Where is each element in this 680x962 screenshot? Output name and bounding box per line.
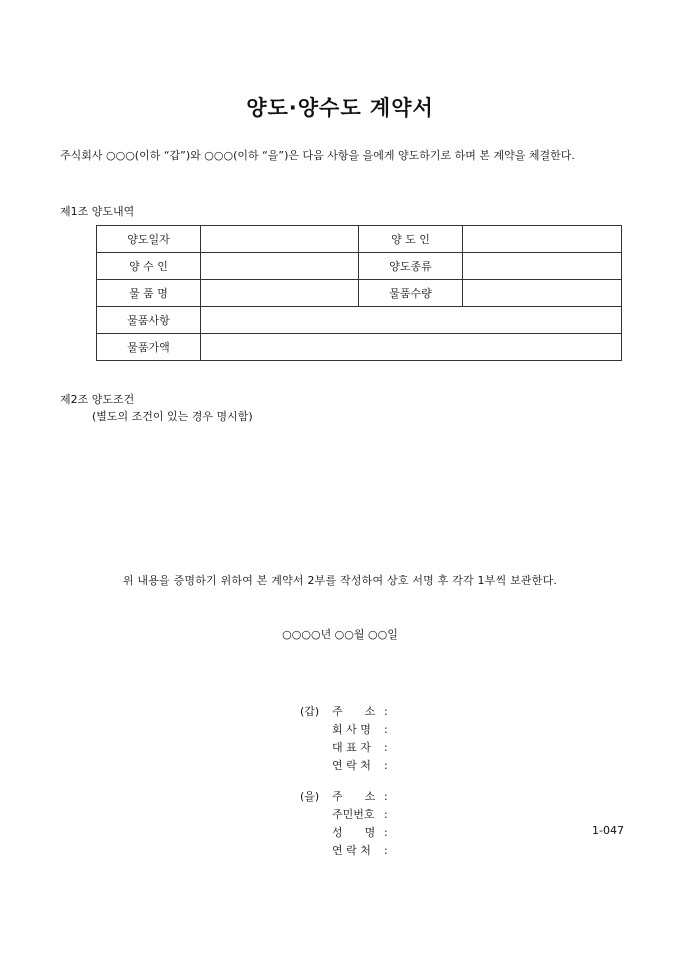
label-transfer-type: 양도종류 <box>359 253 463 280</box>
party-a-contact-label: 연 락 처 <box>332 759 371 772</box>
table-row <box>97 334 622 361</box>
party-a-company-label: 회 사 명 <box>332 723 371 736</box>
value-transfer-date[interactable] <box>201 226 359 253</box>
party-b-contact-label: 연 락 처 <box>332 844 371 857</box>
party-b-id-number-label: 주민번호 <box>332 808 375 821</box>
contract-date: ○○○○년 ○○월 ○○일 <box>282 628 398 641</box>
table-row <box>97 226 622 253</box>
label-item-name: 물 품 명 <box>97 280 201 307</box>
transfer-details-table <box>96 225 622 361</box>
value-item-quantity[interactable] <box>463 280 622 307</box>
label-transferor: 양 도 인 <box>359 226 463 253</box>
table-row <box>97 307 622 334</box>
party-b-name-label: 성 명 <box>332 826 376 839</box>
colon: : <box>384 826 388 839</box>
colon: : <box>384 759 388 772</box>
colon: : <box>384 844 388 857</box>
colon: : <box>384 723 388 736</box>
article2-note: (별도의 조건이 있는 경우 명시함) <box>92 410 253 423</box>
label-transferee: 양 수 인 <box>97 253 201 280</box>
party-a-representative-label: 대 표 자 <box>332 741 371 754</box>
colon: : <box>384 790 388 803</box>
label-item-quantity: 물품수량 <box>359 280 463 307</box>
document-code: 1-047 <box>592 824 624 837</box>
value-item-details[interactable] <box>201 307 622 334</box>
value-transferee[interactable] <box>201 253 359 280</box>
colon: : <box>384 705 388 718</box>
colon: : <box>384 741 388 754</box>
intro-paragraph: 주식회사 ○○○(이하 “갑”)와 ○○○(이하 “을”)은 다음 사항을 을에게 양도하기로 하며 본 계약을 체결한다. <box>60 149 575 162</box>
article1-heading: 제1조 양도내역 <box>60 205 135 218</box>
label-transfer-date: 양도일자 <box>97 226 201 253</box>
value-transfer-type[interactable] <box>463 253 622 280</box>
party-b-tag: (을) <box>300 790 320 803</box>
value-item-price[interactable] <box>201 334 622 361</box>
label-item-price: 물품가액 <box>97 334 201 361</box>
party-b-address-label: 주 소 <box>332 790 376 803</box>
value-item-name[interactable] <box>201 280 359 307</box>
table-row <box>97 280 622 307</box>
label-item-details: 물품사항 <box>97 307 201 334</box>
party-a-tag: (갑) <box>300 705 320 718</box>
document-title: 양도·양수도 계약서 <box>246 96 434 120</box>
closing-statement: 위 내용을 증명하기 위하여 본 계약서 2부를 작성하여 상호 서명 후 각각 1부씩 보관한다. <box>122 574 558 587</box>
table-row <box>97 253 622 280</box>
party-a-address-label: 주 소 <box>332 705 376 718</box>
colon: : <box>384 808 388 821</box>
article2-heading: 제2조 양도조건 <box>60 393 135 406</box>
value-transferor[interactable] <box>463 226 622 253</box>
